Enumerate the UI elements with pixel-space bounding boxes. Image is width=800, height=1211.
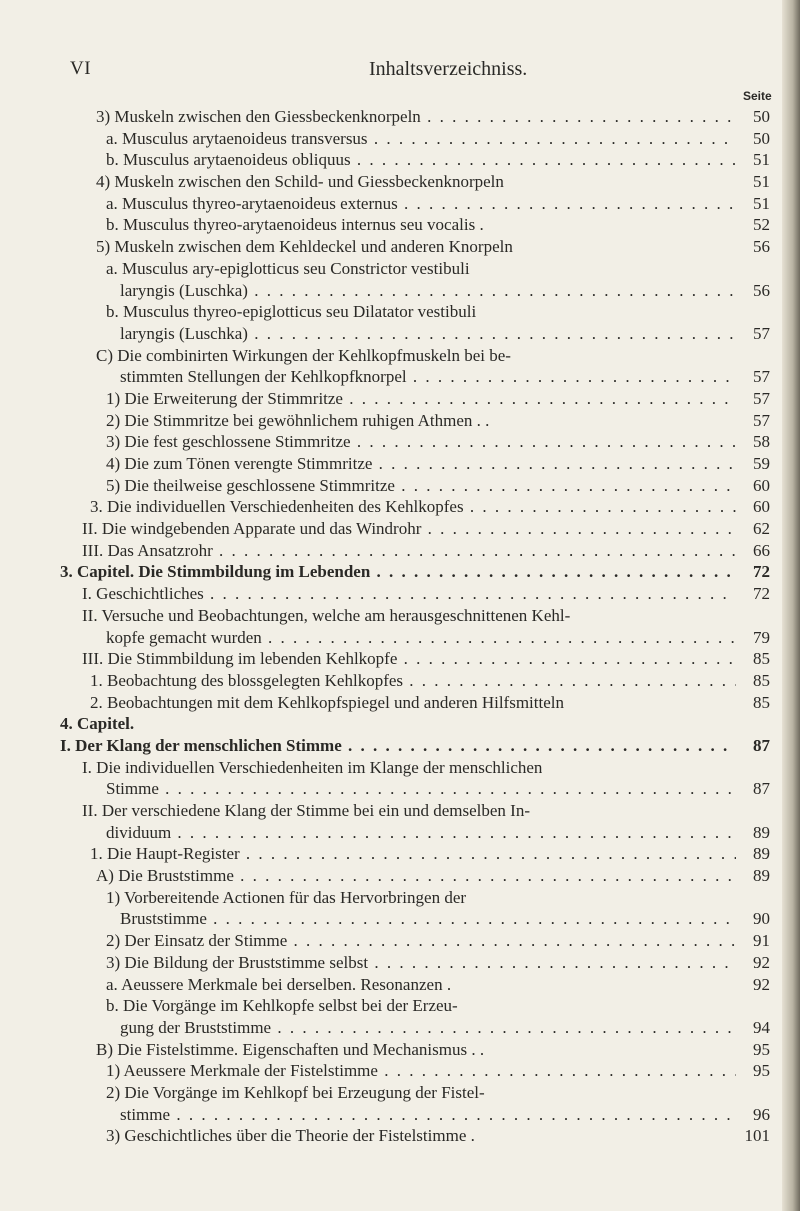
toc-entry-page: 79 [753, 627, 770, 647]
toc-entry-page: 96 [753, 1104, 770, 1124]
toc-entry-page: 62 [753, 519, 770, 539]
toc-entry [60, 975, 770, 997]
toc-entry-title: 4) Muskeln zwischen den Schild- und Giessbeckenknorpeln [96, 172, 504, 192]
toc-entry-page: 58 [753, 432, 770, 452]
toc-entry-title: a. Aeussere Merkmale bei derselben. Resonanzen . [106, 974, 452, 994]
toc-entry-page: 89 [753, 822, 770, 842]
toc-entry-title: 2) Der Einsatz der Stimme . . . [106, 931, 736, 951]
toc-entry-title: 1. Die Haupt-Register . . . [90, 844, 736, 864]
toc-entry-title: b. Die Vorgänge im Kehlkopfe selbst bei der Erzeu- [106, 996, 458, 1016]
toc-entry-page: 92 [753, 974, 770, 994]
toc-entry-title: 1) Vorbereitende Actionen für das Hervorbringen der [106, 887, 467, 907]
toc-entry-title: Stimme . . . [106, 779, 736, 799]
toc-entry-title: I. Die individuellen Verschiedenheiten im Klange der menschlichen [82, 757, 543, 777]
toc-entry [60, 953, 770, 975]
toc-entry-title: 5) Muskeln zwischen dem Kehldeckel und anderen Knorpeln [96, 237, 513, 257]
toc-entry-title: Bruststimme . . . [120, 909, 736, 929]
toc-entry-title: gung der Bruststimme . . . [120, 1018, 736, 1038]
toc-entry [60, 476, 770, 498]
toc-entry [60, 649, 770, 671]
toc-entry-page: 90 [753, 909, 770, 929]
toc-entry-page: 85 [753, 692, 770, 712]
toc-entry-title: laryngis (Luschka) . . . [120, 324, 736, 344]
toc-entry [60, 714, 770, 736]
toc-entry-title: B) Die Fistelstimme. Eigenschaften und Mechanismus . . [96, 1039, 485, 1059]
toc-entry-page: 50 [753, 107, 770, 126]
toc-entry-page: 72 [753, 562, 770, 582]
toc-entry-page: 50 [753, 128, 770, 148]
toc-entry-page: 92 [753, 952, 770, 972]
toc-entry [60, 150, 770, 172]
seite-column-label: Seite [743, 89, 772, 103]
toc-entry [60, 693, 770, 715]
toc-entry-title: 2) Die Vorgänge im Kehlkopf bei Erzeugung der Fistel- [106, 1082, 485, 1102]
toc-entry [60, 541, 770, 563]
toc-entry [60, 996, 770, 1018]
toc-entry-title: b. Musculus arytaenoideus obliquus . . . [106, 150, 736, 170]
toc-entry [60, 801, 770, 823]
toc-entry-title: A) Die Bruststimme . . . [96, 866, 736, 886]
toc-entry-title: I. Geschichtliches . . . [82, 584, 736, 604]
toc-entry-title: 5) Die theilweise geschlossene Stimmritze . . . [106, 476, 736, 496]
toc-entry [60, 1040, 770, 1062]
toc-entry [60, 215, 770, 237]
toc-entry [60, 931, 770, 953]
toc-entry [60, 779, 770, 801]
toc-entry-title: laryngis (Luschka) . . . [120, 281, 736, 301]
toc-entry [60, 237, 770, 259]
toc-entry [60, 129, 770, 151]
toc-entry [60, 519, 770, 541]
toc-entry-title: 2) Die Stimmritze bei gewöhnlichem ruhigen Athmen . . [106, 410, 490, 430]
toc-entry-title: II. Der verschiedene Klang der Stimme bei ein und demselben In- [82, 801, 530, 820]
toc-entry-title: 3. Die individuellen Verschiedenheiten des Kehlkopfes . . . [90, 497, 736, 517]
toc-entry [60, 454, 770, 476]
toc-entry-title: b. Musculus thyreo-epiglotticus seu Dilatator vestibuli [106, 302, 477, 322]
toc-entry [60, 367, 770, 389]
toc-entry [60, 823, 770, 845]
toc-entry-title: stimme . . . [120, 1105, 736, 1125]
toc-entry [60, 389, 770, 411]
toc-entry-page: 57 [753, 367, 770, 387]
toc-entry-title: II. Versuche und Beobachtungen, welche am herausgeschnittenen Kehl- [82, 605, 571, 625]
toc-entry-page: 91 [753, 931, 770, 951]
toc-entry-title: 3) Muskeln zwischen den Giessbeckenknorpeln . . . [96, 107, 736, 127]
toc-entry-title: 2. Beobachtungen mit dem Kehlkopfspiegel und anderen Hilfsmitteln [90, 692, 564, 712]
toc-entry [60, 107, 770, 129]
page-header [0, 58, 800, 86]
toc-entry-page: 95 [753, 1061, 770, 1081]
toc-entry [60, 866, 770, 888]
toc-entry-page: 87 [753, 779, 770, 799]
toc-entry-title: III. Das Ansatzrohr . . . [82, 541, 736, 561]
toc-entry-title: 1) Aeussere Merkmale der Fistelstimme . . . [106, 1061, 736, 1081]
toc-entry-title: II. Die windgebenden Apparate und das Windrohr . . . [82, 519, 736, 539]
toc-entry-title: b. Musculus thyreo-arytaenoideus internus seu vocalis . [106, 215, 484, 235]
toc-entry [60, 606, 770, 628]
toc-entry [60, 628, 770, 650]
toc-entry [60, 1061, 770, 1083]
toc-entry-title: 1) Die Erweiterung der Stimmritze . . . [106, 389, 736, 409]
toc-entry-title: a. Musculus ary-epiglotticus seu Constrictor vestibuli [106, 258, 470, 278]
toc-entry [60, 909, 770, 931]
toc-entry [60, 432, 770, 454]
toc-entry-title: III. Die Stimmbildung im lebenden Kehlkopfe . . . [82, 649, 736, 669]
toc-entry-title: a. Musculus thyreo-arytaenoideus externus . . . [106, 194, 736, 214]
toc-entry-page: 85 [753, 670, 770, 690]
toc-entry [60, 562, 770, 584]
toc-entry-page: 60 [753, 497, 770, 517]
toc-entry [60, 497, 770, 519]
toc-entry-title: 1. Beobachtung des blossgelegten Kehlkopfes . . . [90, 671, 736, 691]
toc-entry-page: 85 [753, 649, 770, 669]
toc-entry-page: 52 [753, 215, 770, 235]
toc-entry [60, 671, 770, 693]
toc-entry [60, 1018, 770, 1040]
toc-entry-title: C) Die combinirten Wirkungen der Kehlkopfmuskeln bei be- [96, 345, 511, 365]
toc-entry-page: 60 [753, 475, 770, 495]
toc-entry [60, 194, 770, 216]
toc-entry-page: 94 [753, 1017, 770, 1037]
toc-entry [60, 172, 770, 194]
toc-entry [60, 736, 770, 758]
toc-entry-page: 72 [753, 584, 770, 604]
toc-entry-title: stimmten Stellungen der Kehlkopfknorpel . . . [120, 367, 736, 387]
table-of-contents [60, 107, 770, 1148]
toc-entry [60, 844, 770, 866]
toc-entry [60, 302, 770, 324]
toc-entry [60, 584, 770, 606]
toc-entry-title: 3. Capitel. Die Stimmbildung im Lebenden . . . [60, 562, 736, 582]
toc-entry-title: 3) Die fest geschlossene Stimmritze . . . [106, 432, 736, 452]
toc-entry-title: dividuum . . . [106, 823, 736, 843]
toc-entry [60, 324, 770, 346]
running-title: Inhaltsverzeichniss. [369, 58, 528, 80]
toc-entry-title: 3) Geschichtliches über die Theorie der Fistelstimme . [106, 1126, 475, 1146]
toc-entry [60, 259, 770, 281]
toc-entry [60, 758, 770, 780]
toc-entry-page: 57 [753, 323, 770, 343]
toc-entry-page: 51 [753, 193, 770, 213]
toc-entry-title: kopfe gemacht wurden . . . [106, 628, 736, 648]
toc-entry-page: 57 [753, 388, 770, 408]
toc-entry-page: 87 [753, 735, 770, 755]
toc-entry [60, 1105, 770, 1127]
toc-entry-page: 57 [753, 410, 770, 430]
toc-entry-page: 51 [753, 150, 770, 170]
toc-entry [60, 1083, 770, 1105]
toc-entry [60, 411, 770, 433]
toc-entry-page: 66 [753, 540, 770, 560]
toc-entry-page: 56 [753, 237, 770, 257]
page-edge-shadow [782, 0, 800, 1211]
toc-entry-page: 89 [753, 866, 770, 886]
toc-entry-title: 3) Die Bildung der Bruststimme selbst . . . [106, 953, 736, 973]
toc-entry-title: a. Musculus arytaenoideus transversus . . . [106, 129, 736, 149]
toc-entry-title: 4) Die zum Tönen verengte Stimmritze . . . [106, 454, 736, 474]
toc-entry [60, 346, 770, 368]
toc-entry-page: 56 [753, 280, 770, 300]
toc-entry-page: 51 [753, 172, 770, 192]
toc-entry [60, 1126, 770, 1148]
toc-entry-page: 95 [753, 1039, 770, 1059]
toc-entry-title: I. Der Klang der menschlichen Stimme . . . [60, 736, 736, 756]
page-number: VI [70, 58, 92, 79]
toc-entry [60, 888, 770, 910]
toc-entry [60, 281, 770, 303]
toc-entry-page: 101 [744, 1126, 770, 1146]
toc-entry-page: 59 [753, 454, 770, 473]
toc-entry-page: 89 [753, 844, 770, 864]
toc-entry-title: 4. Capitel. [60, 714, 135, 734]
